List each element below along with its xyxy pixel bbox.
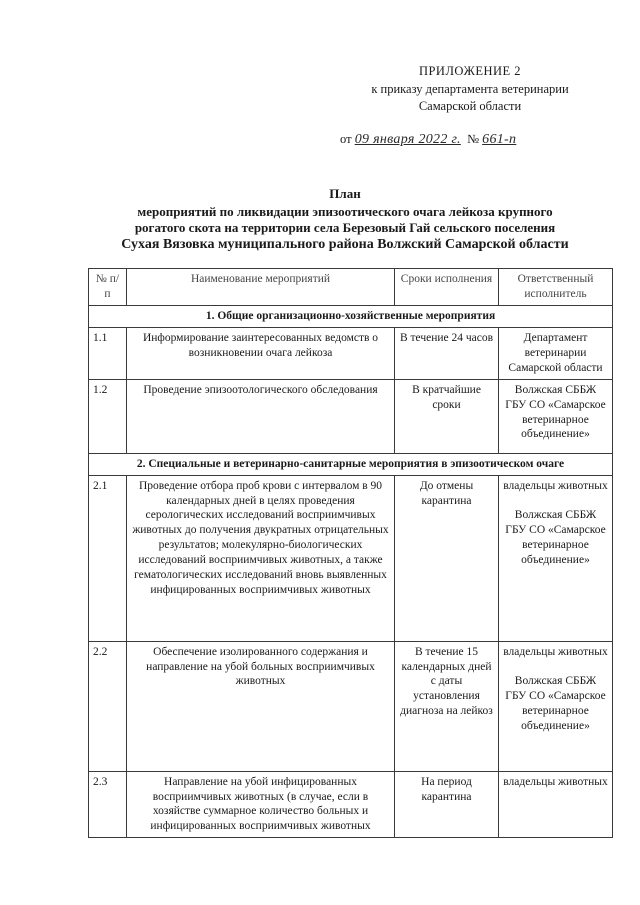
row-resp: владельцы животных [499, 771, 613, 838]
row-resp: Департамент ветеринарии Самарской области [499, 327, 613, 379]
row-term: В кратчайшие сроки [395, 379, 499, 453]
header-term: Сроки исполнения [395, 269, 499, 306]
row-term: На период карантина [395, 771, 499, 838]
row-name: Направление на убой инфицированных восприимчивых животных (в случае, если в хозяйстве суммарное количество больных и инфицированных восприимчивых животных [127, 771, 395, 838]
order-line [340, 132, 516, 148]
order-date: 09 января 2022 г. [354, 132, 461, 147]
row-resp [499, 475, 613, 641]
table-row [89, 771, 613, 838]
row-num: 2.3 [89, 771, 127, 838]
table-row [89, 641, 613, 771]
row-num: 1.2 [89, 379, 127, 453]
measures-table [88, 268, 613, 838]
row-name: Обеспечение изолированного содержания и направление на убой больных восприимчивых животных [127, 641, 395, 771]
row-resp-station: Волжская СББЖ ГБУ СО «Самарское ветеринарное объединение» [505, 509, 606, 567]
header-num: № п/п [89, 269, 127, 306]
row-name: Проведение отбора проб крови с интервалом в 90 календарных дней в целях проведения серологических исследований восприимчивых животных до получения двукратных отрицательных результатов; молекулярно-биологических исследований восприимчивых животных, а также гематологических исследований вновь выявленных инфицированных восприимчивых животных [127, 475, 395, 641]
row-resp: Волжская СББЖ ГБУ СО «Самарское ветеринарное объединение» [499, 379, 613, 453]
row-term: До отмены карантина [395, 475, 499, 641]
order-from-label: от [340, 132, 352, 146]
row-resp-owners: владельцы животных [503, 645, 608, 658]
row-resp-owners: владельцы животных [503, 479, 608, 492]
row-num: 2.2 [89, 641, 127, 771]
table-header-row [89, 269, 613, 306]
header-resp: Ответственный исполнитель [499, 269, 613, 306]
plan-subtitle-line3: Сухая Вязовка муниципального района Волжский Самарской области [121, 237, 569, 252]
appendix-region: Самарской области [418, 99, 522, 113]
row-num: 1.1 [89, 327, 127, 379]
row-term: В течение 24 часов [395, 327, 499, 379]
row-term: В течение 15 календарных дней с даты установления диагноза на лейкоз [395, 641, 499, 771]
plan-subtitle-line1: мероприятий по ликвидации эпизоотического очага лейкоза крупного [137, 204, 553, 219]
section-row [89, 305, 613, 327]
plan-subtitle-line2: рогатого скота на территории села Березовый Гай сельского поселения [134, 220, 556, 235]
row-num: 2.1 [89, 475, 127, 641]
table-row [89, 379, 613, 453]
table-row [89, 327, 613, 379]
order-number-label: № [467, 132, 480, 146]
section-row [89, 453, 613, 475]
order-number: 661-п [482, 132, 517, 147]
header-name: Наименование мероприятий [127, 269, 395, 306]
section-2-title: 2. Специальные и ветеринарно-санитарные мероприятия в эпизоотическом очаге [89, 453, 613, 475]
table-row [89, 475, 613, 641]
section-1-title: 1. Общие организационно-хозяйственные мероприятия [89, 305, 613, 327]
row-name: Проведение эпизоотологического обследования [127, 379, 395, 453]
row-resp [499, 641, 613, 771]
row-name: Информирование заинтересованных ведомств о возникновении очага лейкоза [127, 327, 395, 379]
plan-title: План [329, 186, 361, 201]
appendix-order-ref: к приказу департамента ветеринарии [371, 82, 569, 96]
appendix-title: ПРИЛОЖЕНИЕ 2 [418, 64, 522, 78]
row-resp-station: Волжская СББЖ ГБУ СО «Самарское ветеринарное объединение» [505, 675, 606, 733]
